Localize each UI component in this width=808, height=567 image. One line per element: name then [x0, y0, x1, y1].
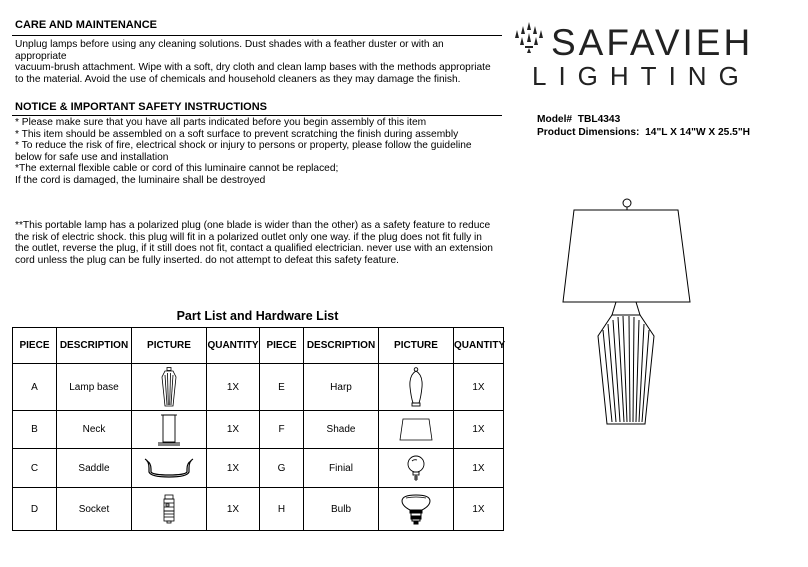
notice-line: If the cord is damaged, the luminaire shall be destroyed — [15, 174, 266, 186]
column-header: DESCRIPTION — [57, 328, 132, 364]
lamp-base-icon — [161, 367, 177, 407]
parts-table — [12, 327, 504, 531]
dimensions-label: Product Dimensions: — [537, 127, 640, 138]
column-header: PIECE — [260, 328, 304, 364]
plug-note-line: the outlet, reverse the plug, if it still does not fit, contact a qualified electrician. never use with an extension — [15, 243, 493, 255]
notice-line: *The external flexible cable or cord of this luminaire cannot be replaced; — [15, 163, 339, 175]
notice-heading: NOTICE & IMPORTANT SAFETY INSTRUCTIONS — [15, 101, 267, 113]
description-cell: Harp — [304, 364, 379, 411]
notice-divider — [12, 115, 502, 116]
quantity-cell: 1X — [454, 488, 504, 531]
column-header: PICTURE — [132, 328, 207, 364]
quantity-cell: 1X — [207, 411, 260, 449]
column-header: QUANTITY — [207, 328, 260, 364]
picture-cell — [132, 364, 207, 411]
picture-cell — [379, 364, 454, 411]
piece-cell: G — [260, 449, 304, 488]
piece-cell: B — [13, 411, 57, 449]
plug-note-line: the risk of electric shock. this plug will fit in a polarized outlet only one way. if the plug does not fit fully in — [15, 231, 482, 243]
description-cell: Bulb — [304, 488, 379, 531]
table-row — [13, 364, 504, 411]
finial-icon — [406, 454, 426, 482]
column-header: QUANTITY — [454, 328, 504, 364]
picture-cell — [132, 411, 207, 449]
picture-cell — [132, 488, 207, 531]
picture-cell — [379, 449, 454, 488]
table-row — [13, 488, 504, 531]
notice-line: * To reduce the risk of fire, electrical shock or injury to persons or property, please follow the guideline — [15, 140, 472, 152]
quantity-cell: 1X — [454, 411, 504, 449]
bulb-icon — [400, 493, 432, 525]
notice-text — [15, 117, 472, 187]
table-row — [13, 449, 504, 488]
care-text — [15, 39, 491, 85]
piece-cell: A — [13, 364, 57, 411]
description-cell: Lamp base — [57, 364, 132, 411]
model-line — [537, 114, 620, 125]
care-divider — [12, 35, 502, 36]
description-cell: Finial — [304, 449, 379, 488]
harp-icon — [407, 367, 425, 407]
piece-cell: F — [260, 411, 304, 449]
piece-cell: D — [13, 488, 57, 531]
brand-name: SAFAVIEH — [551, 22, 754, 63]
plug-note-line: **This portable lamp has a polarized plug (one blade is wider than the other) as a safety feature to reduce — [15, 220, 491, 231]
description-cell: Neck — [57, 411, 132, 449]
dimensions-line — [537, 127, 750, 138]
column-header: PICTURE — [379, 328, 454, 364]
notice-line: * Please make sure that you have all parts indicated before you begin assembly of this item — [15, 117, 427, 128]
description-cell: Socket — [57, 488, 132, 531]
column-header: DESCRIPTION — [304, 328, 379, 364]
polarized-plug-note — [15, 220, 493, 266]
piece-cell: C — [13, 449, 57, 488]
care-line: appropriate — [15, 50, 67, 62]
model-label: Model# — [537, 114, 573, 125]
table-header-row — [13, 328, 504, 364]
care-heading: CARE AND MAINTENANCE — [15, 19, 157, 31]
column-header: PIECE — [13, 328, 57, 364]
table-row — [13, 411, 504, 449]
socket-icon — [161, 494, 177, 524]
description-cell: Shade — [304, 411, 379, 449]
picture-cell — [379, 411, 454, 449]
picture-cell — [379, 488, 454, 531]
parts-list-title: Part List and Hardware List — [176, 309, 339, 323]
care-line: to the material. Avoid the use of chemicals and household cleaners as they may damage the finish. — [15, 73, 461, 85]
model-value: TBL4343 — [577, 114, 621, 125]
brand-subtitle: LIGHTING — [532, 61, 751, 91]
saddle-icon — [143, 456, 195, 480]
neck-icon — [156, 414, 182, 446]
lamp-illustration — [560, 196, 700, 431]
piece-cell: E — [260, 364, 304, 411]
picture-cell — [132, 449, 207, 488]
quantity-cell: 1X — [207, 449, 260, 488]
chandelier-logo-icon — [511, 20, 547, 54]
quantity-cell: 1X — [207, 364, 260, 411]
notice-line: * This item should be assembled on a soft surface to prevent scratching the finish during assembly — [15, 128, 459, 140]
notice-line: below for safe use and installation — [15, 151, 169, 163]
dimensions-value: 14"L X 14"W X 25.5"H — [645, 127, 751, 138]
description-cell: Saddle — [57, 449, 132, 488]
quantity-cell: 1X — [454, 364, 504, 411]
care-line: vacuum-brush attachment. Wipe with a soft, dry cloth and clean lamp bases with the methods appropriate — [15, 62, 491, 74]
quantity-cell: 1X — [454, 449, 504, 488]
quantity-cell: 1X — [207, 488, 260, 531]
plug-note-line: cord unless the plug can be fully inserted. do not attempt to defeat this safety feature. — [15, 254, 399, 266]
piece-cell: H — [260, 488, 304, 531]
shade-icon — [399, 418, 433, 442]
care-line: Unplug lamps before using any cleaning solutions. Dust shades with a feather duster or with an — [15, 39, 444, 50]
